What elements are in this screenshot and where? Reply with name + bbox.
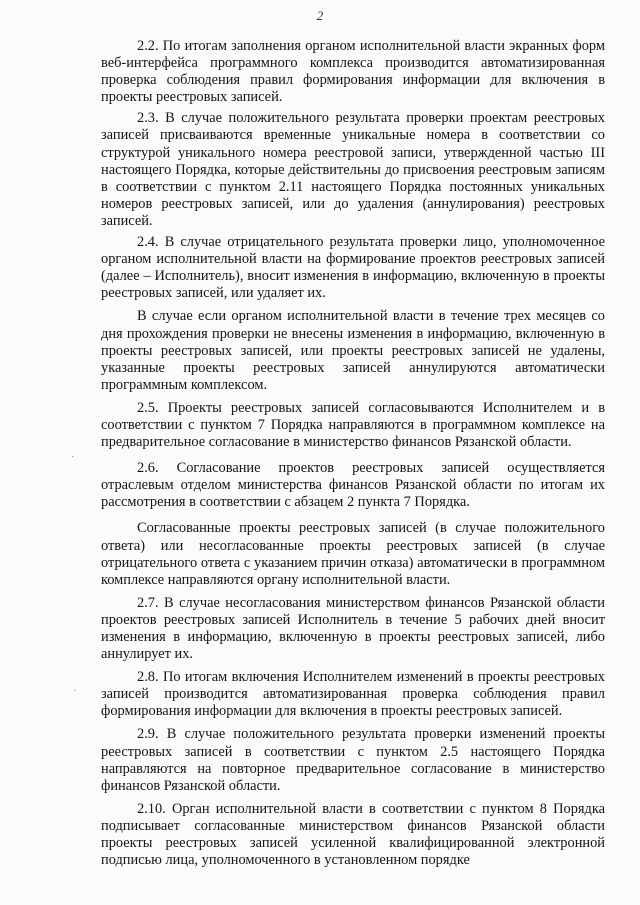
paragraph-2-6: 2.6. Согласование проектов реестровых записей осуществляется отраслевым отделом министерства финансов Рязанской области по итогам их рассмотрения в соответствии с абзацем 2 пункта 7 Порядка. bbox=[101, 460, 605, 511]
scan-mark: · bbox=[73, 686, 77, 697]
paragraph-2-7: 2.7. В случае несогласования министерством финансов Рязанской области проектов реестровых записей Исполнитель в течение 5 рабочих дней вносит изменения в информацию, включенную в проекты реестровых записей, либо аннулирует их. bbox=[101, 594, 605, 663]
paragraph-2-6-continued: Согласованные проекты реестровых записей (в случае положительного ответа) или несогласованные проекты реестровых записей (в случае отрицательного ответа с указанием причин отказа) автоматически в программном комплексе направляются органу исполнительной власти. bbox=[101, 520, 605, 588]
paragraph-2-4-continued: В случае если органом исполнительной власти в течение трех месяцев со дня прохождения проверки не внесены изменения в информацию, включенную в проекты реестровых записей, или проекты реестровых записей не удалены, указанные проекты реестровых записей аннулируются автоматически программным комплексом. bbox=[101, 308, 605, 393]
paragraph-2-8: 2.8. По итогам включения Исполнителем изменений в проекты реестровых записей производится автоматизированная проверка соблюдения правил формирования информации для включения в проекты реестровых записей. bbox=[101, 669, 605, 720]
paragraph-2-10: 2.10. Орган исполнительной власти в соответствии с пунктом 8 Порядка подписывает согласованные министерством финансов Рязанской области проекты реестровых записей усиленной квалифицированной электронной подписью лица, уполномоченного в установленном порядке bbox=[101, 800, 605, 869]
page-number: 2 bbox=[316, 8, 324, 23]
paragraph-2-5: 2.5. Проекты реестровых записей согласовываются Исполнителем и в соответствии с пунктом 7 Порядка направляются в программном комплексе на предварительное согласование в министерство финансов Рязанской области. bbox=[101, 399, 605, 451]
paragraph-2-9: 2.9. В случае положительного результата проверки изменений проекты реестровых записей в соответствии с пунктом 2.5 настоящего Порядка направляются на повторное предварительное согласование в министерство финансов Рязанской области. bbox=[101, 726, 605, 794]
scan-mark: · bbox=[71, 452, 75, 463]
paragraph-2-3: 2.3. В случае положительного результата проверки проектам реестровых записей присваиваются временные уникальные номера в соответствии со структурой уникального номера реестровой записи, утвержденной частью III настоящего Порядка, которые действительны до присвоения реестровым записям в соответствии с пунктом 2.11 настоящего Порядка постоянных уникальных номеров реестровых записей, или до удаления (аннулирования) реестровых записей. bbox=[101, 110, 605, 229]
paragraph-2-2: 2.2. По итогам заполнения органом исполнительной власти экранных форм веб-интерфейса программного комплекса производится автоматизированная проверка соблюдения правил формирования информации для включения в проекты реестровых записей. bbox=[101, 38, 605, 106]
document-body bbox=[101, 38, 605, 869]
paragraph-2-4: 2.4. В случае отрицательного результата проверки лицо, уполномоченное органом исполнительной власти на формирование проектов реестровых записей (далее – Исполнитель), вносит изменения в информацию, включенную в проекты реестровых записей, или удаляет их. bbox=[101, 234, 605, 302]
